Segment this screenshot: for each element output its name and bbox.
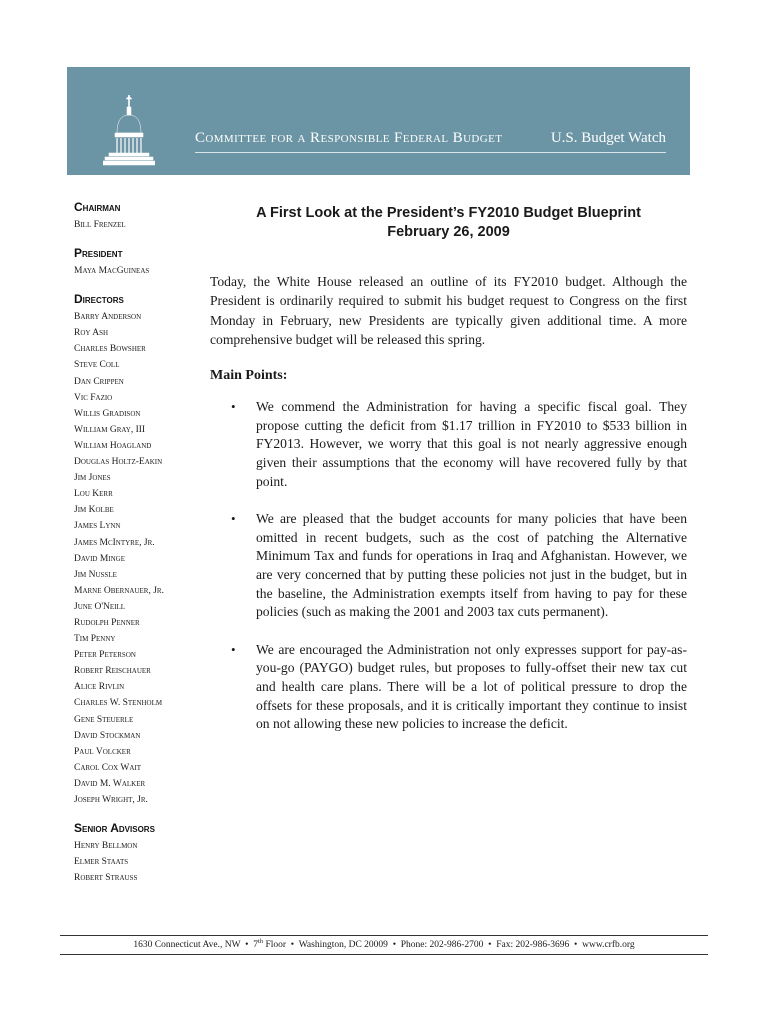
- board-member: Steve Coll: [74, 360, 120, 371]
- main-points-heading: Main Points:: [210, 368, 288, 384]
- board-member: June O'Neill: [74, 601, 126, 612]
- footer-website-link[interactable]: www.crfb.org: [582, 940, 635, 951]
- board-member: James Lynn: [74, 521, 121, 532]
- footer-bottom-rule: [60, 954, 708, 955]
- main-content: [210, 200, 687, 753]
- board-member: Lou Kerr: [74, 489, 113, 500]
- board-member: James McIntyre, Jr.: [74, 537, 155, 548]
- board-member: Dan Crippen: [74, 376, 124, 387]
- board-member: Willis Gradison: [74, 408, 141, 419]
- board-member: Charles W. Stenholm: [74, 698, 163, 709]
- board-member: Jim Kolbe: [74, 505, 114, 516]
- board-member: William Hoagland: [74, 440, 152, 451]
- board-member: Carol Cox Wait: [74, 762, 142, 773]
- board-member: Tim Penny: [74, 634, 116, 645]
- footer-separator: •: [392, 940, 397, 951]
- board-member: Bill Frenzel: [74, 220, 126, 230]
- board-member: Gene Steuerle: [74, 714, 134, 725]
- footer-separator: •: [245, 940, 249, 951]
- main-point-item: [210, 510, 687, 622]
- section-title: Senior Advisors: [74, 821, 155, 836]
- footer-city: Washington, DC 20009: [298, 940, 388, 951]
- sidebar-section-president: [74, 246, 194, 279]
- main-point-item: [210, 641, 687, 734]
- board-member: Rudolph Penner: [74, 617, 140, 628]
- board-member: Marne Obernauer, Jr.: [74, 585, 164, 596]
- board-member: Joseph Wright, Jr.: [74, 795, 148, 805]
- board-member: Jim Jones: [74, 473, 111, 484]
- board-member: Barry Anderson: [74, 312, 142, 323]
- board-member: Maya MacGuineas: [74, 266, 150, 277]
- main-point-text: We commend the Administration for having a specific fiscal goal. They propose cutting the deficit from $1.17 trillion in FY2010 to $533 billion in FY2013. However, we worry that this goal is not nearly aggressive enough given their assumptions that the economy will have recovered fully by that point.: [256, 399, 687, 489]
- sidebar-section-chairman: [74, 200, 194, 233]
- main-points-list: [210, 398, 687, 734]
- section-title: Directors: [74, 292, 124, 307]
- title-line: A First Look at the President’s FY2010 Budget Blueprint: [256, 205, 641, 221]
- footer-separator: •: [290, 940, 295, 951]
- board-member: Vic Fazio: [74, 392, 113, 403]
- board-member: Charles Bowsher: [74, 344, 146, 355]
- board-member: Jim Nussle: [74, 569, 117, 580]
- footer-floor-suffix: th: [258, 938, 264, 945]
- title-date: February 26, 2009: [387, 224, 510, 240]
- sidebar-board-list: [74, 200, 194, 899]
- board-member: David Stockman: [74, 730, 141, 741]
- footer-top-rule: [60, 935, 708, 936]
- board-member: Peter Peterson: [74, 650, 136, 661]
- header-banner: [67, 67, 690, 175]
- footer-floor-number: 7: [253, 940, 258, 951]
- board-member: Roy Ash: [74, 328, 109, 339]
- sidebar-section-senior-advisors: [74, 821, 194, 886]
- capitol-dome-icon: [103, 93, 155, 167]
- document-title: [210, 204, 687, 242]
- banner-divider: [195, 152, 666, 153]
- bullet-icon: •: [231, 641, 236, 657]
- org-name: Committee for a Responsible Federal Budget: [195, 130, 503, 146]
- footer-phone: Phone: 202-986-2700: [400, 940, 484, 951]
- footer-fax: Fax: 202-986-3696: [496, 940, 570, 951]
- footer-address: [60, 938, 708, 950]
- board-member: William Gray, III: [74, 424, 146, 435]
- sidebar-section-directors: [74, 292, 194, 808]
- section-title: President: [74, 246, 123, 261]
- board-member: David M. Walker: [74, 778, 146, 789]
- board-member: David Minge: [74, 553, 125, 564]
- board-member: Douglas Holtz-Eakin: [74, 457, 163, 468]
- main-point-text: We are pleased that the budget accounts for many policies that have been omitted in recent budgets, such as the cost of patching the Alternative Minimum Tax and funds for operations in Iraq and Afghanistan. However, we are very concerned that by putting these policies not just in the budget, but in the baseline, the Administration exempts itself from having to pay for these policies (such as making the 2001 and 2003 tax cuts permanent).: [256, 511, 687, 620]
- bullet-icon: •: [231, 399, 236, 415]
- footer-street: 1630 Connecticut Ave., NW: [133, 940, 241, 951]
- board-member: Robert Strauss: [74, 873, 138, 884]
- footer-floor-word: Floor: [265, 940, 287, 951]
- board-member: Robert Reischauer: [74, 666, 151, 677]
- board-member: Elmer Staats: [74, 857, 129, 868]
- budget-watch-label: U.S. Budget Watch: [550, 130, 666, 146]
- board-member: Paul Volcker: [74, 746, 131, 757]
- main-point-text: We are encouraged the Administration not only expresses support for pay-as-you-go (PAYGO) budget rules, but proposes to fully-offset their new tax cut and health care plans. There will be a lot of political pressure to drop the offsets for these proposals, and it is critically important they continue to insist on not allowing these new policies to increase the deficit.: [256, 641, 687, 732]
- bullet-icon: •: [231, 511, 236, 527]
- section-title: Chairman: [74, 200, 121, 214]
- board-member: Alice Rivlin: [74, 682, 125, 693]
- main-point-item: [210, 398, 687, 491]
- footer-separator: •: [574, 940, 578, 951]
- footer-separator: •: [488, 940, 492, 951]
- board-member: Henry Bellmon: [74, 841, 138, 852]
- intro-paragraph: Today, the White House released an outline of its FY2010 budget. Although the President is ordinarily required to submit his budget request to Congress on the first Monday in February, new Presidents are typically given additional time. A more comprehensive budget will be released this spring.: [210, 274, 687, 347]
